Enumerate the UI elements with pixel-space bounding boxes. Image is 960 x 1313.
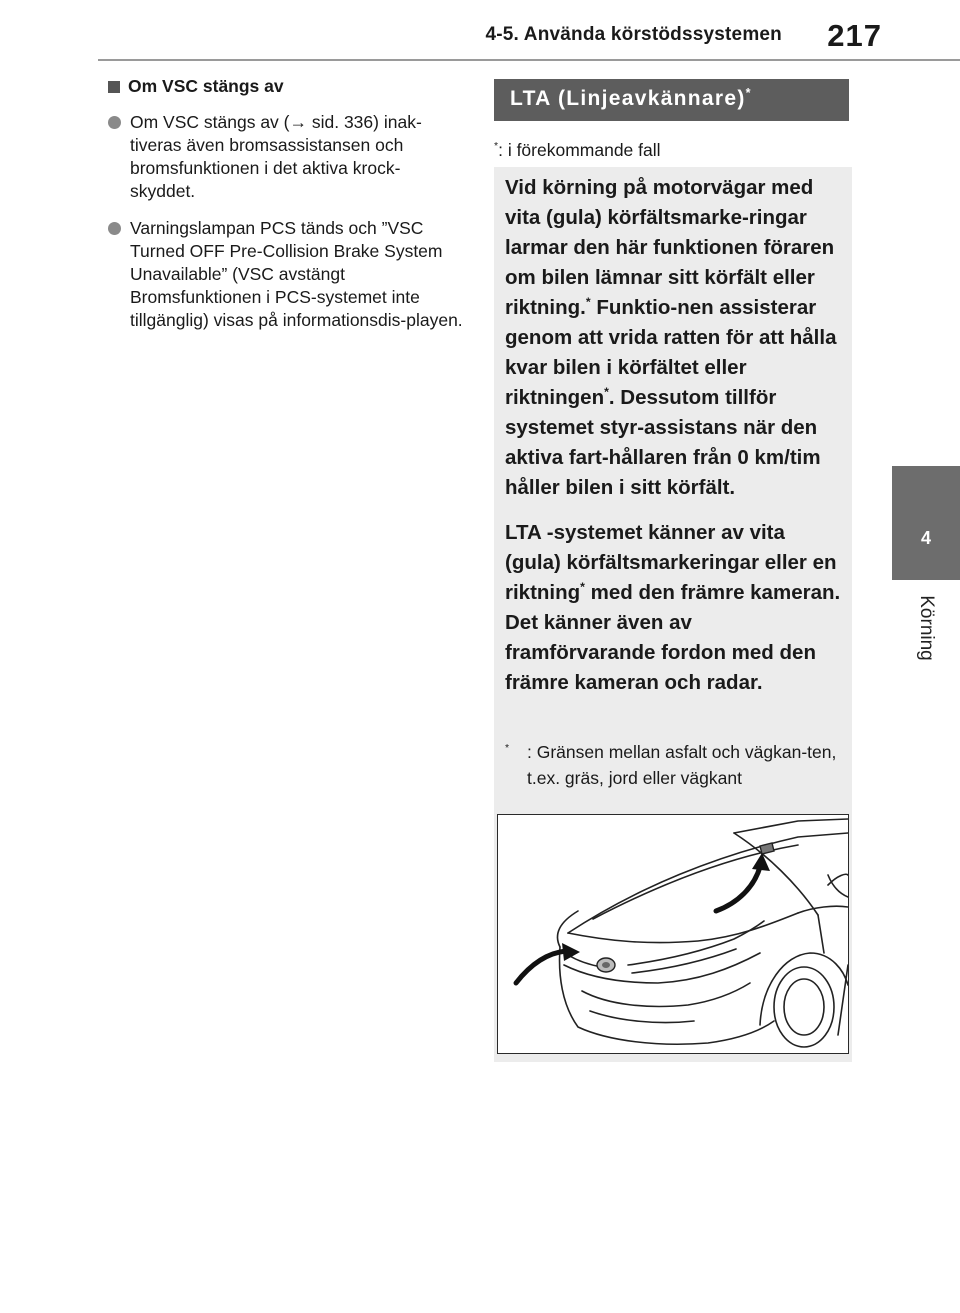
left-column (108, 76, 464, 346)
header-divider (98, 59, 960, 61)
bullet-text: Varningslampan PCS tänds och ”VSC Turned OFF Pre-Collision Brake System Unavailable” (VSC avstängt Bromsfunktionen i PCS-systemet inte tillgänglig) visas på informationsdis-playen. (130, 218, 463, 330)
footnote-asterisk: * (494, 140, 499, 153)
bullet-item (108, 217, 464, 332)
page-number: 217 (827, 18, 882, 53)
asterisk: * (585, 295, 591, 310)
section-heading (108, 76, 464, 97)
para2-part-b: med den främre kameran. Det känner även av framförvarande fordon med den främre kameran och radar. (505, 581, 841, 694)
car-front-camera-radar-icon (498, 815, 848, 1053)
chapter-label: Körning (916, 595, 937, 661)
lta-paragraph-1 (505, 173, 845, 503)
note-asterisk: * (505, 742, 510, 755)
car-illustration (497, 814, 849, 1054)
lta-title-bar (494, 79, 849, 121)
para2-part-a: LTA -systemet känner av vita (gula) körfältsmarkeringar eller en riktning (505, 521, 837, 604)
lta-footnote (494, 140, 661, 161)
dot-bullet-icon (108, 116, 121, 129)
footnote-text: : i förekommande fall (498, 140, 661, 160)
para1-part-c: . Dessutom tillför systemet styr-assistans när den aktiva fart-hållaren från 0 km/tim håller bilen i sitt körfält. (505, 386, 821, 499)
bullet-text: Om VSC stängs av (→ sid. 336) inak-tiveras även bromsassistansen och bromsfunktionen i det aktiva krock-skyddet. (130, 112, 422, 201)
section-heading-text: Om VSC stängs av (128, 76, 284, 96)
chapter-number: 4 (920, 528, 931, 548)
square-bullet-icon (108, 81, 120, 93)
note-marker (505, 739, 509, 765)
chapter-tab (892, 466, 960, 580)
section-title: 4-5. Använda körstödssystemen (485, 24, 782, 45)
lta-description (505, 173, 845, 713)
bullet-item (108, 111, 464, 203)
lta-paragraph-2 (505, 518, 845, 698)
lta-info-box (494, 167, 852, 1062)
dot-bullet-icon (108, 222, 121, 235)
asterisk: * (604, 385, 609, 400)
page-header (0, 0, 960, 60)
lta-title: LTA (Linjeavkännare) (510, 87, 746, 110)
asterisk: * (580, 580, 585, 595)
title-asterisk: * (745, 86, 752, 100)
lta-note (505, 739, 845, 791)
para1-part-a: Vid körning på motorvägar med vita (gula) körfältsmarke-ringar larmar den här funktionen föraren om bilen lämnar sitt körfält eller riktning. (505, 176, 835, 319)
note-text: : Gränsen mellan asfalt och vägkan-ten, t.ex. gräs, jord eller vägkant (527, 742, 837, 788)
para1-part-b: Funktio-nen assisterar genom att vrida ratten för att hålla kvar bilen i körfältet eller riktningen (505, 296, 837, 409)
